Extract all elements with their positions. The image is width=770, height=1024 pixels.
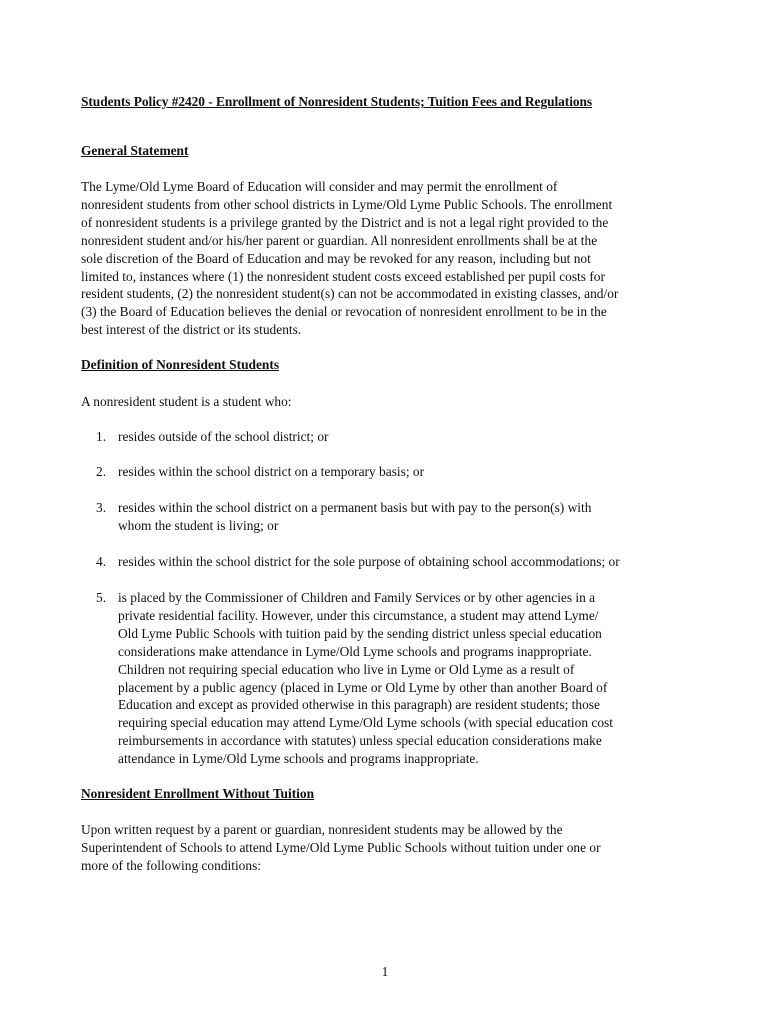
paragraph-line: Superintendent of Schools to attend Lyme/Old Lyme Public Schools without tuition under one or: [81, 839, 601, 855]
list-line: Education and except as provided otherwise in this paragraph) are resident students; those: [118, 697, 600, 713]
list-line: resides within the school district on a permanent basis but with pay to the person(s) with: [118, 500, 592, 515]
list-line: resides outside of the school district; or: [118, 429, 329, 444]
list-line: resides within the school district for the sole purpose of obtaining school accommodations; or: [118, 554, 620, 569]
definition-heading: Definition of Nonresident Students: [81, 357, 280, 372]
paragraph-line: limited to, instances where (1) the nonresident student costs exceed established per pupil costs for: [81, 268, 605, 284]
list-number: 3.: [96, 500, 107, 515]
document-title: Students Policy #2420 - Enrollment of Nonresident Students; Tuition Fees and Regulations: [81, 94, 593, 109]
list-number: 5.: [96, 590, 107, 605]
paragraph-line: (3) the Board of Education believes the denial or revocation of nonresident enrollment to be in the: [81, 304, 607, 320]
list-line: considerations make attendance in Lyme/Old Lyme schools and programs inappropriate.: [118, 643, 592, 659]
list-line: attendance in Lyme/Old Lyme schools and programs inappropriate.: [118, 751, 479, 767]
general-statement-heading: General Statement: [81, 143, 189, 158]
paragraph-line: The Lyme/Old Lyme Board of Education will consider and may permit the enrollment of: [81, 179, 558, 194]
without-tuition-heading: Nonresident Enrollment Without Tuition: [81, 786, 315, 801]
without-tuition-paragraph: [81, 821, 693, 875]
list-number: 2.: [96, 464, 107, 479]
definition-intro: [81, 393, 693, 411]
paragraph-line: Upon written request by a parent or guardian, nonresident students may be allowed by the: [81, 822, 563, 837]
general-statement-paragraph: [81, 178, 693, 339]
list-line: placement by a public agency (placed in Lyme or Old Lyme by other than another Board of: [118, 679, 608, 695]
page-number: 1: [381, 964, 389, 979]
list-number: 4.: [96, 554, 107, 569]
list-line: Children not requiring special education who live in Lyme or Old Lyme as a result of: [118, 661, 575, 677]
list-line: Old Lyme Public Schools with tuition paid by the sending district unless special education: [118, 625, 602, 641]
list-number: 1.: [96, 429, 107, 444]
paragraph-line: resident students, (2) the nonresident student(s) can not be accommodated in existing classes, and/or: [81, 286, 619, 302]
paragraph-line: nonresident student and/or his/her parent or guardian. All nonresident enrollments shall be at the: [81, 232, 598, 248]
list-line: reimbursements in accordance with statutes) unless special education considerations make: [118, 733, 602, 749]
list-line: is placed by the Commissioner of Children and Family Services or by other agencies in a: [118, 590, 596, 605]
paragraph-line: sole discretion of the Board of Education and may be revoked for any reason, including but not: [81, 250, 591, 266]
list-item-text: [118, 553, 696, 571]
list-item-text: [118, 589, 696, 768]
paragraph-line: more of the following conditions:: [81, 857, 262, 873]
list-line: whom the student is living; or: [118, 517, 279, 533]
list-item-text: [118, 428, 696, 446]
paragraph-line: of nonresident students is a privilege granted by the District and is not a legal right provided to the: [81, 214, 609, 230]
list-item-text: [118, 499, 696, 535]
list-line: private residential facility. However, under this circumstance, a student may attend Lyme/: [118, 607, 599, 623]
list-item-text: [118, 463, 696, 481]
paragraph-line: A nonresident student is a student who:: [81, 394, 292, 409]
list-line: requiring special education may attend Lyme/Old Lyme schools (with special education cost: [118, 715, 613, 731]
paragraph-line: best interest of the district or its students.: [81, 322, 302, 338]
list-line: resides within the school district on a temporary basis; or: [118, 464, 425, 479]
paragraph-line: nonresident students from other school districts in Lyme/Old Lyme Public Schools. The enrollment: [81, 196, 613, 212]
